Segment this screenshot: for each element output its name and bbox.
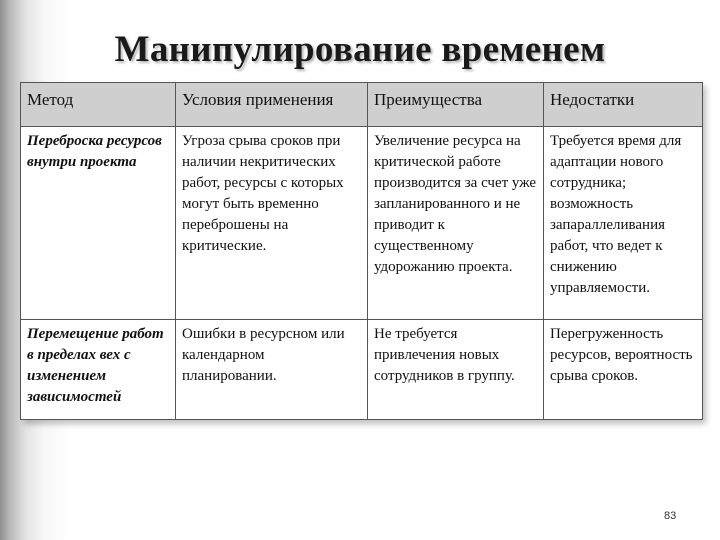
cell-advantages: Увеличение ресурса на критической работе производится за счет уже запланированного и не приводит к существенному удорожанию проекта. <box>368 127 544 320</box>
table-header <box>21 83 703 127</box>
cell-method: Переброска ресурсов внутри проекта <box>21 127 176 320</box>
table-header-row <box>21 83 703 127</box>
header-method: Метод <box>21 83 176 127</box>
slide-title: Манипулирование временем <box>114 29 606 70</box>
methods-table <box>20 82 703 420</box>
cell-conditions: Угроза срыва сроков при наличии некритических работ, ресурсы с которых могут быть временно переброшены на критические. <box>176 127 368 320</box>
page-number: 83 <box>664 510 677 522</box>
cell-conditions: Ошибки в ресурсном или календарном планировании. <box>176 320 368 420</box>
header-disadvantages: Недостатки <box>544 83 703 127</box>
table-row <box>21 127 703 320</box>
header-advantages: Преимущества <box>368 83 544 127</box>
cell-disadvantages: Перегруженность ресурсов, вероятность срыва сроков. <box>544 320 703 420</box>
table-row <box>21 320 703 420</box>
methods-table-container <box>20 82 702 420</box>
cell-advantages: Не требуется привлечения новых сотрудников в группу. <box>368 320 544 420</box>
cell-method: Перемещение работ в пределах вех с изменением зависимостей <box>21 320 176 420</box>
header-conditions: Условия применения <box>176 83 368 127</box>
cell-disadvantages: Требуется время для адаптации нового сотрудника; возможность запараллеливания работ, что ведет к снижению управляемости. <box>544 127 703 320</box>
table-body <box>21 127 703 420</box>
